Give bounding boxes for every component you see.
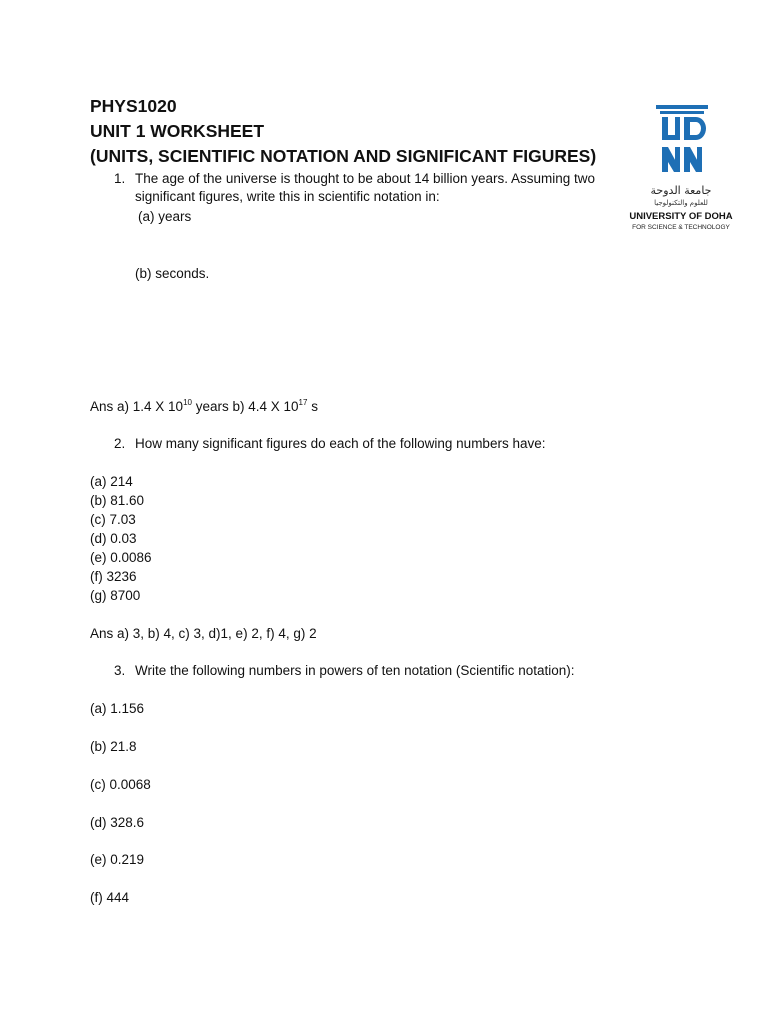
q1-part-a: (a) years	[138, 209, 192, 224]
q1-text-line1: The age of the universe is thought to be about 14 billion years. Assuming two	[135, 171, 596, 186]
q2-item: (a) 214	[90, 474, 133, 489]
q2-answer: Ans a) 3, b) 4, c) 3, d)1, e) 2, f) 4, g) 2	[90, 626, 317, 641]
worksheet-topic: (UNITS, SCIENTIFIC NOTATION AND SIGNIFICANT FIGURES)	[90, 146, 597, 166]
worksheet-title: UNIT 1 WORKSHEET	[90, 121, 265, 141]
q3-item: (d) 328.6	[90, 815, 145, 830]
q3-item: (f) 444	[90, 890, 130, 905]
q2-text: How many significant figures do each of the following numbers have:	[135, 436, 546, 451]
q3-text: Write the following numbers in powers of ten notation (Scientific notation):	[135, 663, 575, 678]
logo-arabic-name: جامعة الدوحة	[650, 184, 712, 197]
q1-number: 1.	[114, 171, 126, 186]
q2-item: (f) 3236	[90, 569, 137, 584]
q1-answer: Ans a) 1.4 X $10^{10}$ years b) 4.4 X $10^{17}$ s	[90, 398, 318, 414]
q2-item: (c) 7.03	[90, 512, 136, 527]
q1-text-line2: significant figures, write this in scientific notation in:	[135, 189, 440, 204]
q3-item: (a) 1.156	[90, 701, 145, 716]
q3-item: (b) 21.8	[90, 739, 137, 754]
q2-item: (e) 0.0086	[90, 550, 152, 565]
logo-english-subtitle: FOR SCIENCE & TECHNOLOGY	[632, 224, 730, 231]
q1-part-b: (b) seconds.	[135, 266, 210, 281]
q2-number: 2.	[114, 436, 126, 451]
q2-item: (b) 81.60	[90, 493, 145, 508]
q3-item: (e) 0.219	[90, 852, 145, 867]
course-code: PHYS1020	[90, 96, 177, 116]
logo-arabic-subtitle: للعلوم والتكنولوجيا	[654, 199, 708, 207]
q3-item: (c) 0.0068	[90, 777, 151, 792]
q3-number: 3.	[114, 663, 126, 678]
logo-english-name: UNIVERSITY OF DOHA	[629, 211, 733, 222]
q2-item: (d) 0.03	[90, 531, 137, 546]
q2-item: (g) 8700	[90, 588, 141, 603]
